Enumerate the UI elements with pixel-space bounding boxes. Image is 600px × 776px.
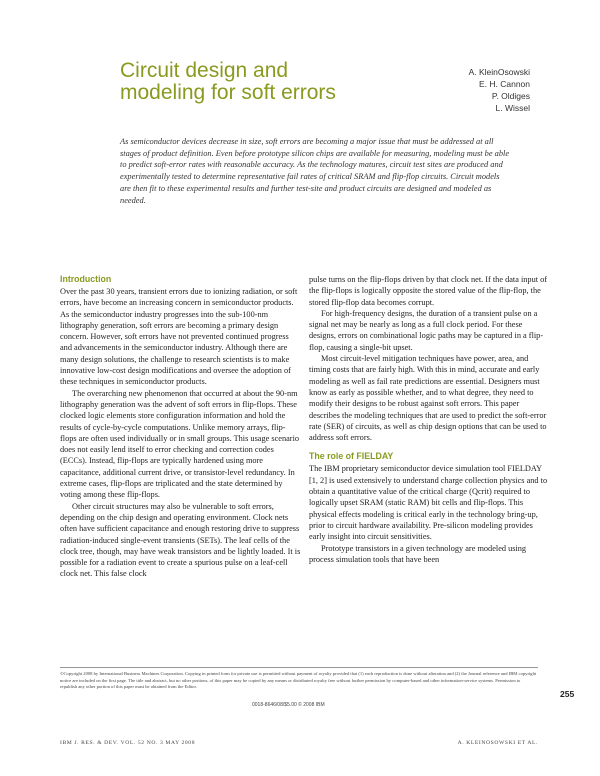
body-paragraph: The overarching new phenomenon that occurred at about the 90-nm lithography generation was the advent of soft errors in flip-flops. These clocked logic elements store configuration information and hold the results of cycle-by-cycle computations. Unlike memory arrays, flip-flops are often used individually or in small groups. This usage scenario does not easily lend itself to error checking and correction codes (ECCs). Instead, flip-flops are typically hardened using more capacitance, additional current drive, or transistor-level redundancy. In extreme cases, flip-flops are triplicated and the state determined by voting among these flip-flops.	[60, 388, 300, 500]
article-title: Circuit design and modeling for soft errors	[120, 59, 336, 104]
footnote-divider	[60, 667, 538, 668]
running-author: A. KLEINOSOWSKI ET AL.	[457, 740, 538, 746]
body-paragraph: Over the past 30 years, transient errors due to ionizing radiation, or soft errors, have become an increasing concern in semiconductor products. As the semiconductor industry progresses into the sub-100-nm lithography generation, soft errors are becoming a primary design concern. However, soft errors have not prevented continued progress and advancements in the semiconductor industry. Although there are many design solutions, the challenge to research scientists is to make innovative low-cost design modifications and oversee the adoption of these techniques in semiconductor products.	[60, 287, 298, 387]
body-paragraph: pulse turns on the flip-flops driven by that clock net. If the data input of the flip-flops is logically opposite the stored value of the flip-flop, the stored flip-flop data becomes corrupt.	[309, 275, 548, 307]
body-paragraph: The IBM proprietary semiconductor device simulation tool FIELDAY [1, 2] is used extensively to understand charge collection physics and to obtain a quantitative value of the critical charge (Qcrit) required to logically upset SRAM (static RAM) bit cells and flip-flops. This physical effects modeling is critical early in the technology bring-up, prior to circuit hardware availability. Pre-silicon modeling provides early insight into circuit sensitivities.	[309, 464, 548, 542]
author-name: E. H. Cannon	[478, 79, 530, 89]
section-heading-introduction: Introduction	[60, 274, 112, 284]
issn-line: 0018-8646/08/$5.00 © 2008 IBM	[252, 702, 325, 708]
page-number: 255	[560, 689, 575, 699]
journal-citation: IBM J. RES. & DEV. VOL. 52 NO. 3 MAY 2008	[60, 740, 196, 746]
author-name: L. Wissel	[495, 103, 530, 113]
body-paragraph: Prototype transistors in a given technology are modeled using process simulation tools that have been	[309, 543, 527, 564]
body-paragraph: Most circuit-level mitigation techniques have power, area, and timing costs that are fairly high. With this in mind, accurate and early modeling as well as fail rate predictions are essential. Designers must know as early as possible whether, and to what degree, they need to modify their designs to be robust against soft errors. This paper describes the modeling techniques that are used to predict the soft-error rate (SER) of circuits, as well as chip design options that can be used to address soft errors.	[309, 354, 547, 443]
author-name: A. KleinOsowski	[468, 67, 530, 77]
copyright-notice: ©Copyright 2008 by International Business Machines Corporation. Copying in printed form for private use is permitted without payment of royalty provided that (1) each reproduction is done without alteration and (2) the Journal reference and IBM copyright notice are included on the first page. The title and abstract, but no other portions, of this paper may be copied by any means or distributed royalty free without further permission by computer-based and other information-service systems. Permission to republish any other portion of this paper must be obtained from the Editor.	[60, 671, 537, 690]
body-paragraph: For high-frequency designs, the duration of a transient pulse on a signal net may be nearly as long as a full clock period. For these designs, errors on combinational logic paths may be captured in a flip-flop, causing a single-bit upset.	[309, 308, 544, 352]
author-list	[469, 66, 530, 114]
section-heading-fielday: The role of FIELDAY	[309, 451, 394, 462]
author-name: P. Oldiges	[491, 91, 530, 101]
body-paragraph: Other circuit structures may also be vulnerable to soft errors, depending on the chip design and operating environment. Clock nets often have sufficient capacitance and enough restoring drive to suppress radiation-induced single-event transients (SETs). The leaf cells of the clock tree, though, may have weak transistors and be lightly loaded. It is possible for a radiation event to create a spurious pulse on a leaf-cell clock net. This false clock	[60, 501, 301, 579]
right-column	[309, 274, 551, 565]
left-column	[60, 274, 302, 580]
abstract: As semiconductor devices decrease in size, soft errors are becoming a major issue that must be addressed at all stages of product definition. Even before prototype silicon chips are available for measuring, modeling must be able to predict soft-error rates with reasonable accuracy. As the technology matures, circuit test sites are produced and experimentally tested to determine representative fail rates of critical SRAM and flip-flop circuits. Circuit models are then fit to these experimental results and further test-site and product circuits are designed and modeled as needed.	[120, 137, 510, 205]
